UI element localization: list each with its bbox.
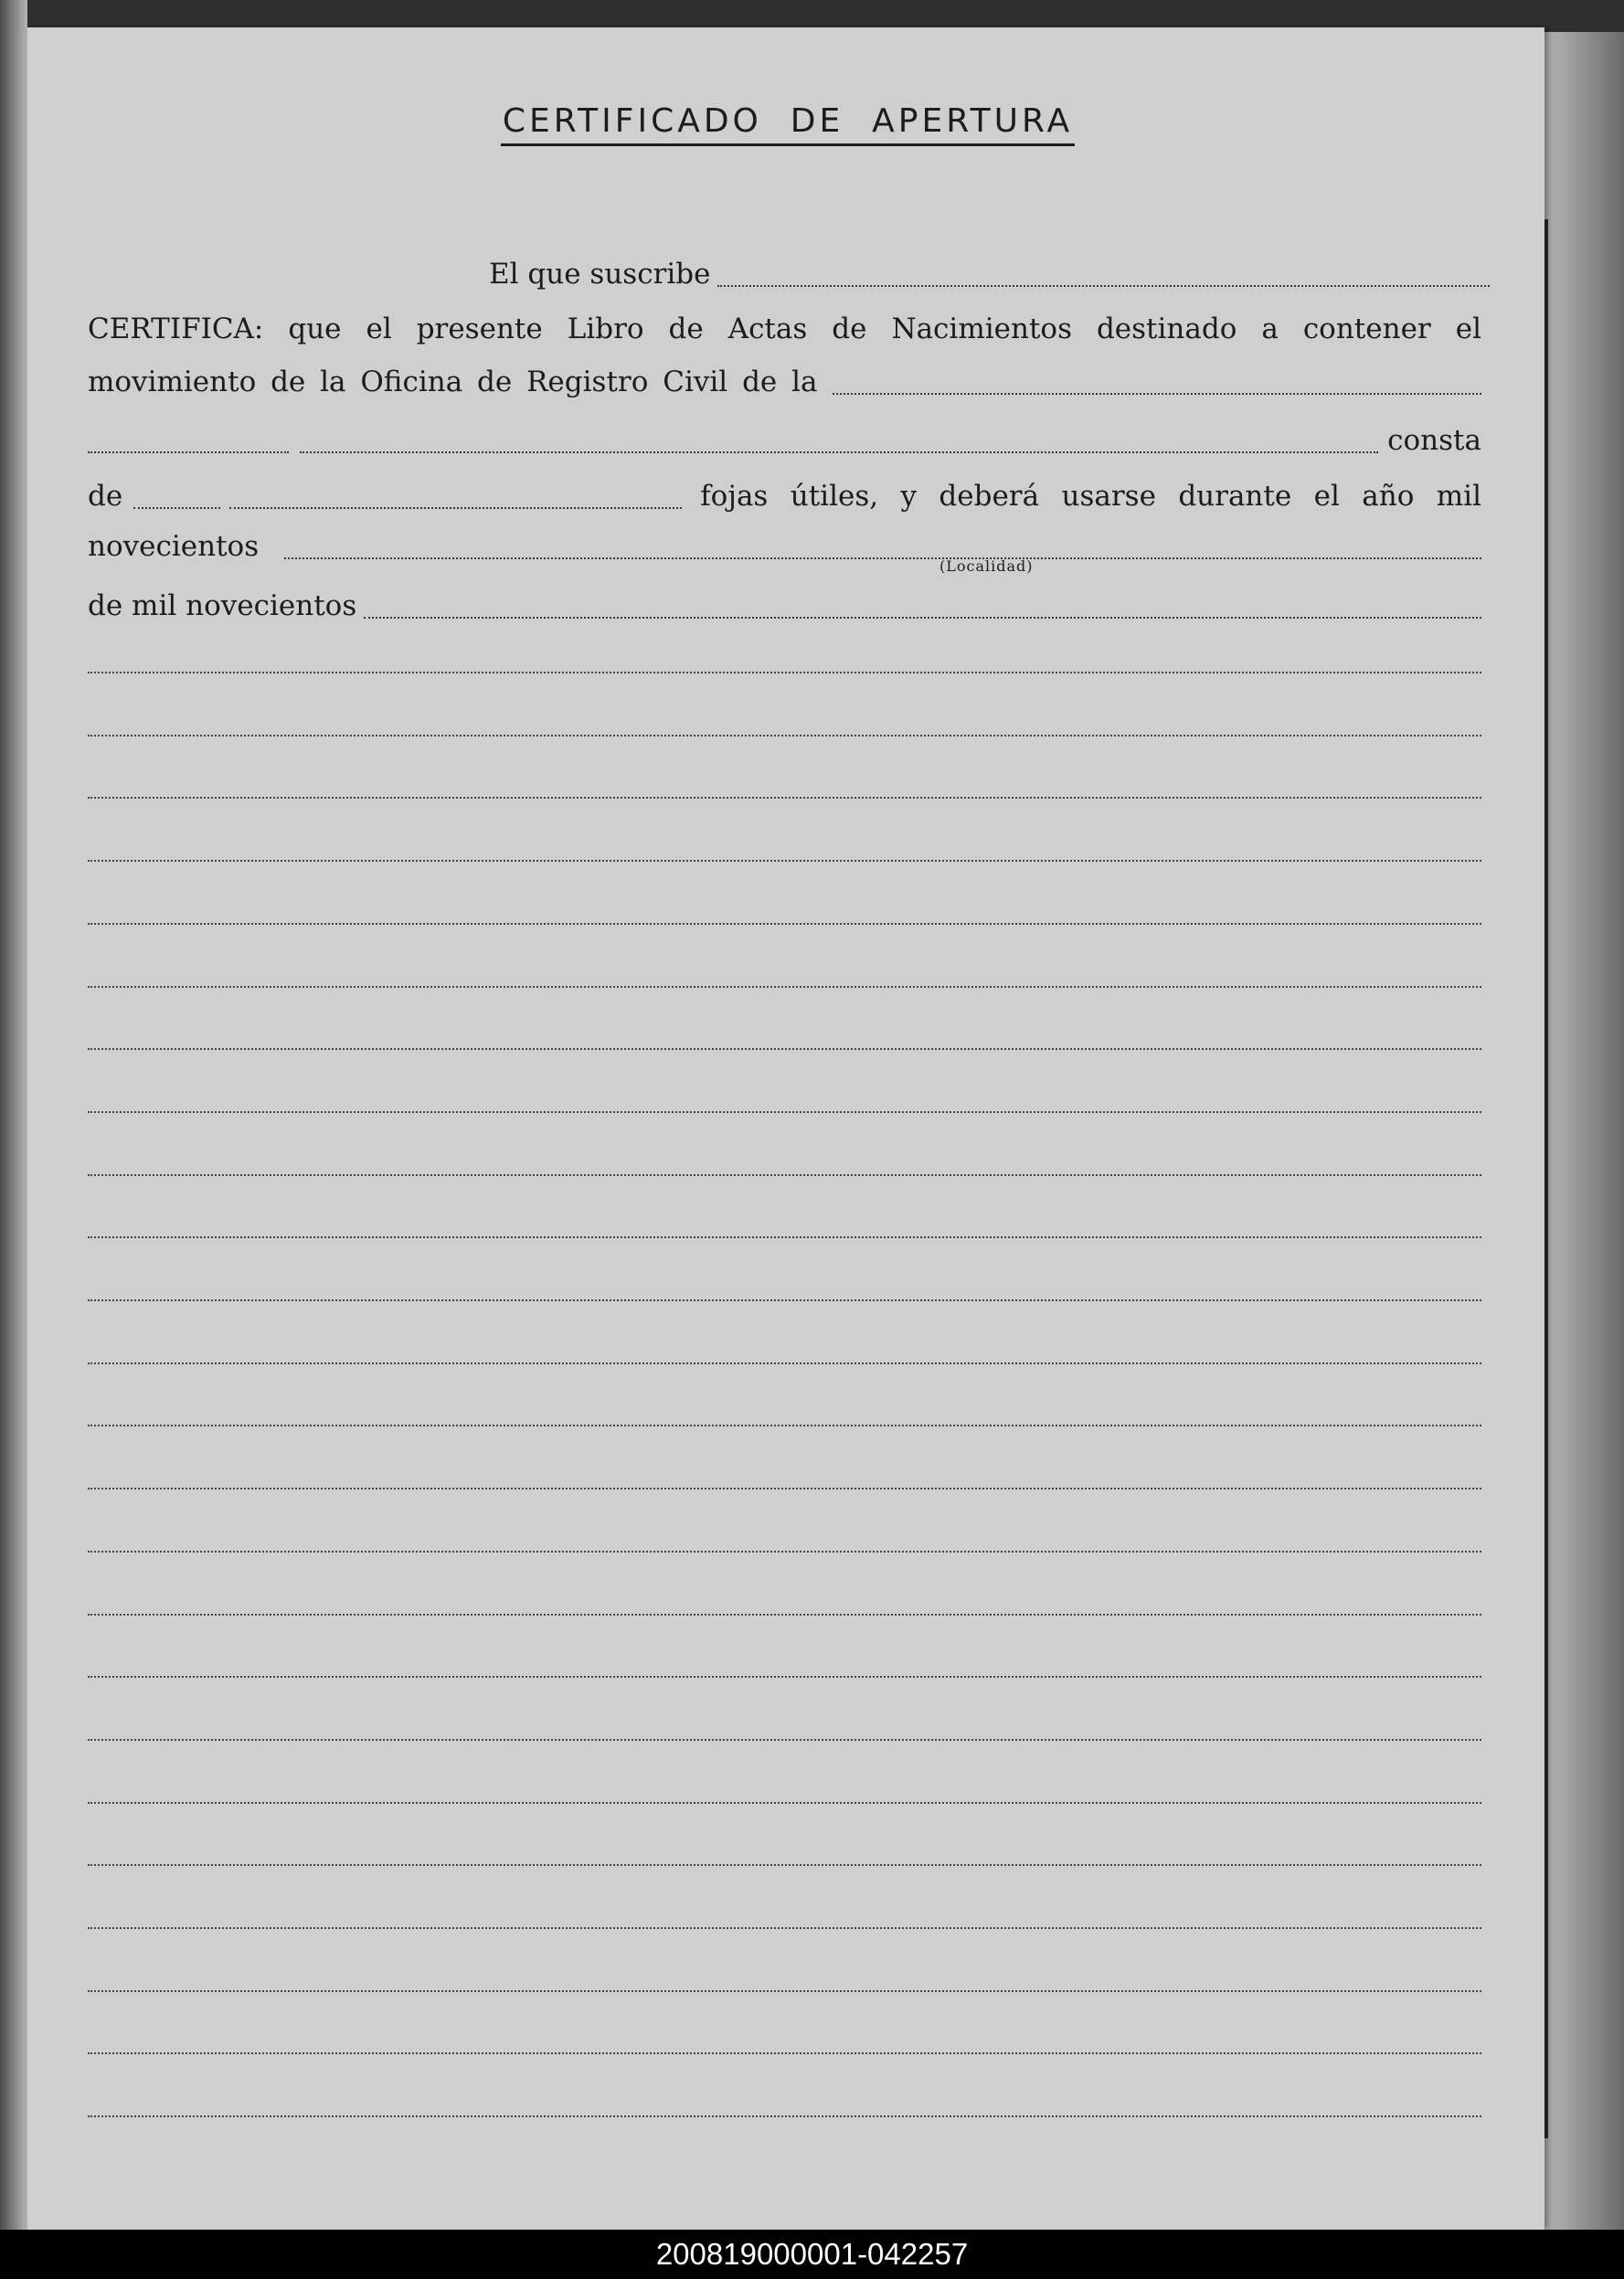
mil-novecientos-label: de mil novecientos [88, 589, 357, 622]
ruled-line[interactable] [88, 1174, 1481, 1176]
certifica-word: el [1455, 313, 1481, 345]
ruled-line[interactable] [88, 986, 1481, 988]
consta-label: consta [1387, 424, 1481, 457]
ruled-line[interactable] [88, 2115, 1481, 2117]
line-novecientos [88, 528, 1481, 565]
ruled-line[interactable] [88, 1551, 1481, 1553]
ruled-line[interactable] [88, 1676, 1481, 1678]
certifica-word: contener [1302, 313, 1431, 345]
line-suscribe [489, 256, 1490, 292]
certifica-word: que [288, 313, 342, 345]
book-binding [0, 0, 27, 2230]
certifica-word: el [366, 313, 392, 345]
ruled-line[interactable] [88, 1362, 1481, 1364]
certifica-word: Libro [567, 313, 644, 345]
certifica-word: Nacimientos [891, 313, 1072, 345]
localidad-fill-long[interactable] [300, 428, 1378, 453]
line-fojas [88, 478, 1481, 514]
certifica-word: de [832, 313, 867, 345]
ruled-line[interactable] [88, 672, 1481, 673]
ruled-line[interactable] [88, 1614, 1481, 1616]
certifica-word: Actas [727, 313, 808, 345]
ruled-line[interactable] [88, 1864, 1481, 1866]
line-movimiento [88, 364, 1481, 400]
ruled-line[interactable] [88, 1111, 1481, 1113]
ruled-line[interactable] [88, 797, 1481, 799]
line-mil-novecientos [88, 588, 1481, 624]
ruled-line[interactable] [88, 2052, 1481, 2054]
suscribe-fill-line[interactable] [717, 261, 1490, 287]
ruled-line[interactable] [88, 1927, 1481, 1929]
page-title [27, 102, 1544, 146]
certifica-word: CERTIFICA: [88, 313, 264, 345]
novecientos-label: novecientos [88, 530, 260, 563]
ruled-line[interactable] [88, 1299, 1481, 1301]
ruled-line[interactable] [88, 1488, 1481, 1489]
ruled-line[interactable] [88, 1802, 1481, 1804]
ruled-line[interactable] [88, 735, 1481, 737]
ruled-line[interactable] [88, 1425, 1481, 1426]
certifica-word: destinado [1096, 313, 1237, 345]
localidad-fill-short[interactable] [88, 428, 289, 453]
fojas-text: fojas útiles, y deberá usarse durante el año mil [700, 480, 1481, 513]
suscribe-label: El que suscribe [489, 258, 711, 291]
ruled-line[interactable] [88, 1990, 1481, 1992]
certifica-word: a [1261, 313, 1279, 345]
certifica-word: presente [416, 313, 543, 345]
ruled-line[interactable] [88, 1048, 1481, 1050]
fojas-fill-long[interactable] [229, 483, 682, 509]
ruled-line[interactable] [88, 860, 1481, 862]
date-fill-line[interactable] [364, 593, 1481, 619]
fojas-fill-short[interactable] [133, 483, 220, 509]
line-certifica [88, 311, 1481, 347]
ruled-line[interactable] [88, 923, 1481, 925]
archive-id-footer: 200819000001-042257 [0, 2230, 1624, 2279]
certificate-page [27, 27, 1544, 2230]
localidad-caption: (Localidad) [939, 557, 1034, 575]
certifica-word: de [668, 313, 704, 345]
page-stack-shadow [1544, 219, 1548, 2138]
oficina-fill-line[interactable] [833, 369, 1481, 395]
de-label: de [88, 480, 123, 513]
year-fill-line[interactable] [284, 534, 1481, 559]
ruled-line[interactable] [88, 1236, 1481, 1238]
ruled-line[interactable] [88, 1739, 1481, 1741]
line-consta [88, 422, 1481, 459]
page-title-text: CERTIFICADO DE APERTURA [501, 102, 1075, 146]
movimiento-text: movimiento de la Oficina de Registro Civil de la [88, 366, 818, 398]
